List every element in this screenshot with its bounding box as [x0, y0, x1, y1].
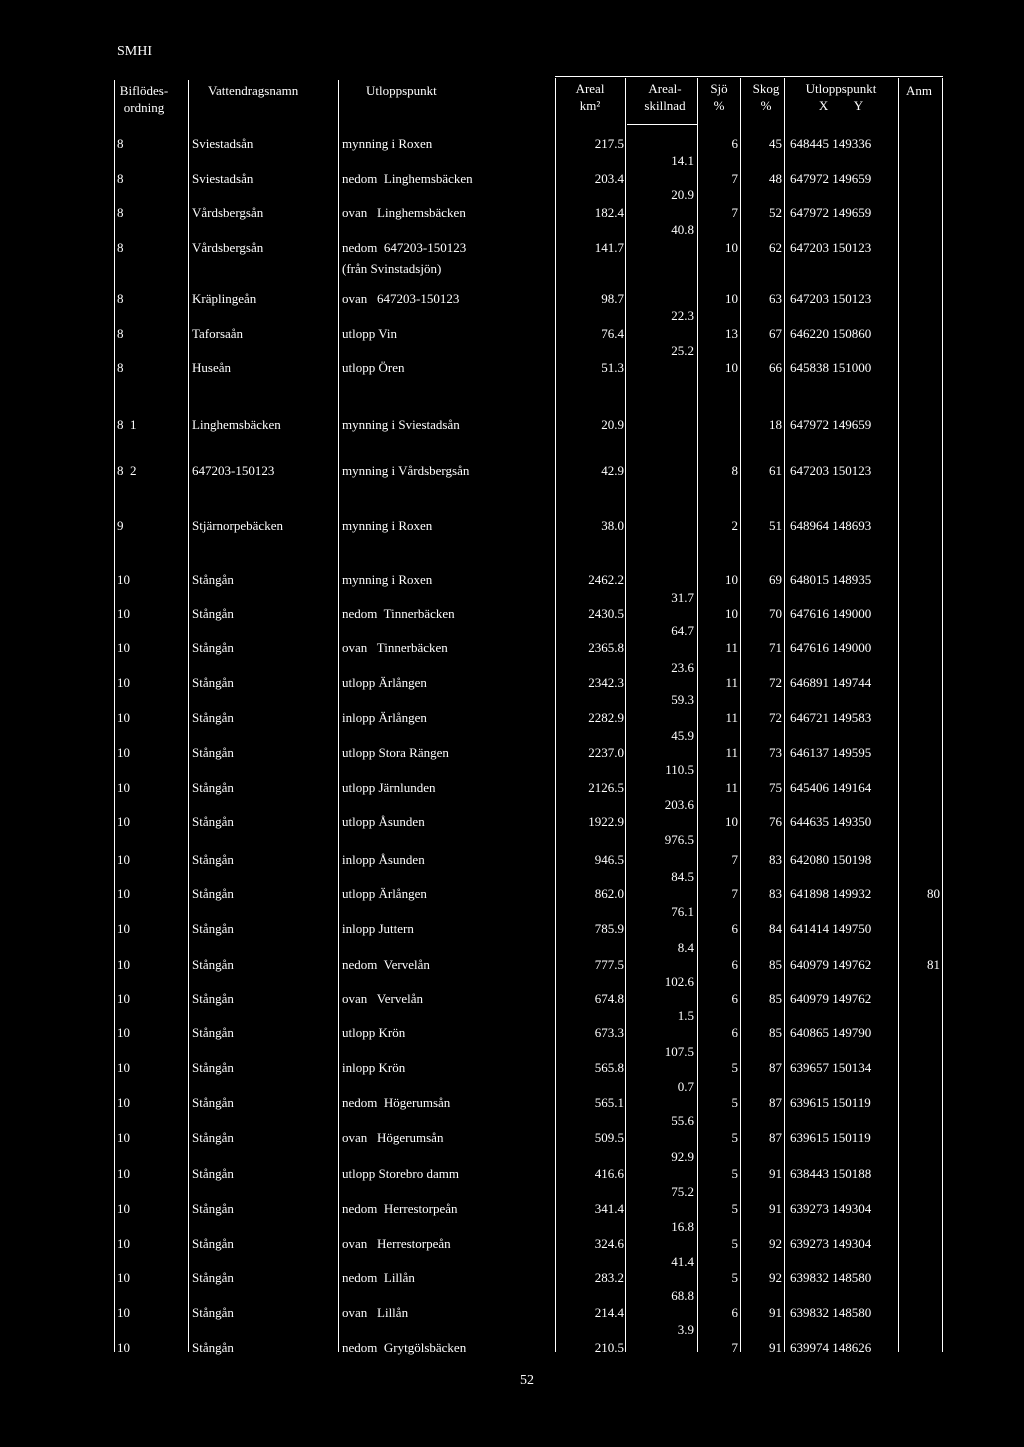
- cell-coordinates: 646891 149744: [790, 675, 872, 690]
- cell-outlet: ovan Högerumsån: [342, 1130, 444, 1145]
- cell-forest-pct: 63: [769, 291, 782, 306]
- cell-outlet: ovan 647203-150123: [342, 291, 460, 306]
- cell-coordinates: 647203 150123: [790, 291, 872, 306]
- cell-coordinates: 645838 151000: [790, 360, 872, 375]
- cell-lake-pct: 7: [731, 205, 738, 220]
- cell-area: 946.5: [594, 852, 624, 867]
- cell-coordinates: 647616 149000: [790, 640, 872, 655]
- cell-forest-pct: 48: [769, 171, 782, 186]
- cell-coordinates: 639615 150119: [790, 1130, 871, 1145]
- cell-forest-pct: 71: [769, 640, 782, 655]
- grid-line: [740, 78, 741, 1352]
- col-header-outlet: Utloppspunkt: [366, 83, 437, 98]
- cell-order: 10: [117, 572, 130, 587]
- cell-area: 98.7: [601, 291, 624, 306]
- cell-coordinates: 639832 148580: [790, 1305, 872, 1320]
- cell-area: 785.9: [594, 921, 624, 936]
- cell-lake-pct: 11: [725, 745, 738, 760]
- header-top-rule: [555, 76, 943, 77]
- cell-river-name: Huseån: [192, 360, 231, 375]
- cell-order: 10: [117, 991, 130, 1006]
- cell-area-diff: 41.4: [671, 1254, 694, 1269]
- cell-area-diff: 59.3: [671, 692, 694, 707]
- cell-area: 182.4: [594, 205, 624, 220]
- cell-forest-pct: 70: [769, 606, 782, 621]
- cell-coordinates: 639832 148580: [790, 1270, 872, 1285]
- cell-coordinates: 647972 149659: [790, 417, 872, 432]
- cell-forest-pct: 69: [769, 572, 782, 587]
- cell-river-name: Stångån: [192, 1166, 234, 1181]
- cell-river-name: Taforsaån: [192, 326, 244, 341]
- cell-order: 10: [117, 957, 130, 972]
- cell-area: 2462.2: [588, 572, 624, 587]
- header-label: SMHI: [117, 44, 153, 59]
- cell-outlet: nedom Herrestorpeån: [342, 1201, 458, 1216]
- cell-forest-pct: 72: [769, 675, 782, 690]
- cell-area-diff: 203.6: [664, 797, 694, 812]
- cell-lake-pct: 5: [731, 1060, 738, 1075]
- cell-area: 416.6: [594, 1166, 624, 1181]
- cell-coordinates: 639273 149304: [790, 1201, 872, 1216]
- cell-lake-pct: 10: [725, 240, 738, 255]
- cell-area-diff: 55.6: [671, 1113, 694, 1128]
- cell-area-diff: 92.9: [671, 1149, 694, 1164]
- grid-line: [697, 78, 698, 1352]
- cell-outlet: utlopp Ärlången: [342, 675, 427, 690]
- cell-order: 8 1: [117, 417, 137, 432]
- cell-river-name: Stångån: [192, 745, 234, 760]
- cell-forest-pct: 75: [769, 780, 782, 795]
- grid-line: [338, 80, 339, 1352]
- cell-forest-pct: 76: [769, 814, 782, 829]
- cell-forest-pct: 87: [769, 1130, 782, 1145]
- cell-area-diff: 25.2: [671, 343, 694, 358]
- cell-forest-pct: 66: [769, 360, 782, 375]
- cell-river-name: Stångån: [192, 606, 234, 621]
- cell-forest-pct: 73: [769, 745, 782, 760]
- cell-coordinates: 639615 150119: [790, 1095, 871, 1110]
- cell-order: 10: [117, 1201, 130, 1216]
- cell-forest-pct: 87: [769, 1060, 782, 1075]
- cell-outlet: utlopp Storebro damm: [342, 1166, 459, 1181]
- cell-river-name: Stångån: [192, 640, 234, 655]
- col-header-name: Vattendragsnamn: [208, 83, 299, 98]
- cell-river-name: Stångån: [192, 1025, 234, 1040]
- cell-order: 10: [117, 1025, 130, 1040]
- cell-outlet: ovan Herrestorpeån: [342, 1236, 451, 1251]
- cell-area: 2430.5: [588, 606, 624, 621]
- cell-area-diff: 22.3: [671, 308, 694, 323]
- cell-coordinates: 641898 149932: [790, 886, 872, 901]
- cell-area: 203.4: [594, 171, 624, 186]
- cell-outlet: utlopp Ören: [342, 360, 405, 375]
- cell-order: 10: [117, 780, 130, 795]
- cell-order: 8: [117, 205, 124, 220]
- cell-order: 8: [117, 240, 124, 255]
- cell-lake-pct: 11: [725, 675, 738, 690]
- cell-lake-pct: 11: [725, 710, 738, 725]
- cell-outlet: nedom 647203-150123: [342, 240, 467, 255]
- cell-outlet: nedom Tinnerbäcken: [342, 606, 455, 621]
- cell-order: 10: [117, 606, 130, 621]
- cell-order: 10: [117, 745, 130, 760]
- cell-order: 10: [117, 1236, 130, 1251]
- cell-lake-pct: 2: [731, 518, 738, 533]
- cell-area-diff: 23.6: [671, 660, 694, 675]
- cell-area-diff: 76.1: [671, 904, 694, 919]
- cell-coordinates: 639273 149304: [790, 1236, 872, 1251]
- cell-river-name: Stångån: [192, 1236, 234, 1251]
- cell-outlet: inlopp Krön: [342, 1060, 406, 1075]
- cell-area: 2342.3: [588, 675, 624, 690]
- cell-coordinates: 639974 148626: [790, 1340, 872, 1355]
- cell-coordinates: 648015 148935: [790, 572, 872, 587]
- cell-area-diff: 110.5: [665, 762, 694, 777]
- cell-outlet: ovan Vervelån: [342, 991, 423, 1006]
- cell-order: 10: [117, 1166, 130, 1181]
- cell-order: 8 2: [117, 463, 137, 478]
- cell-area: 324.6: [594, 1236, 624, 1251]
- cell-forest-pct: 72: [769, 710, 782, 725]
- cell-lake-pct: 6: [731, 1305, 738, 1320]
- cell-lake-pct: 5: [731, 1166, 738, 1181]
- cell-area-diff: 976.5: [664, 832, 694, 847]
- cell-area: 42.9: [601, 463, 624, 478]
- cell-lake-pct: 5: [731, 1270, 738, 1285]
- cell-river-name: Vårdsbergsån: [192, 240, 264, 255]
- cell-area: 38.0: [601, 518, 624, 533]
- cell-order: 10: [117, 921, 130, 936]
- cell-area-diff: 64.7: [671, 623, 694, 638]
- cell-coordinates: 645406 149164: [790, 780, 872, 795]
- cell-order: 9: [117, 518, 124, 533]
- cell-outlet: utlopp Vin: [342, 326, 397, 341]
- col-header-area-diff: Areal- skillnad: [644, 81, 686, 113]
- cell-area-diff: 75.2: [671, 1184, 694, 1199]
- col-header-lake: Sjö %: [710, 81, 728, 113]
- cell-lake-pct: 10: [725, 572, 738, 587]
- cell-lake-pct: 7: [731, 852, 738, 867]
- cell-area: 862.0: [594, 886, 624, 901]
- cell-forest-pct: 85: [769, 1025, 782, 1040]
- cell-lake-pct: 13: [725, 326, 738, 341]
- cell-lake-pct: 6: [731, 991, 738, 1006]
- cell-river-name: Stångån: [192, 991, 234, 1006]
- cell-river-name: 647203-150123: [192, 463, 275, 478]
- cell-area: 509.5: [594, 1130, 624, 1145]
- cell-coordinates: 638443 150188: [790, 1166, 872, 1181]
- cell-coordinates: 647616 149000: [790, 606, 872, 621]
- cell-area: 217.5: [594, 136, 624, 151]
- grid-line: [784, 78, 785, 1352]
- cell-outlet: ovan Tinnerbäcken: [342, 640, 448, 655]
- cell-area-diff: 8.4: [677, 940, 694, 955]
- cell-outlet: utlopp Åsunden: [342, 814, 425, 829]
- cell-lake-pct: 5: [731, 1130, 738, 1145]
- cell-remark: 80: [927, 886, 940, 901]
- cell-river-name: Stångån: [192, 814, 234, 829]
- cell-order: 8: [117, 360, 124, 375]
- cell-lake-pct: 10: [725, 291, 738, 306]
- cell-area-diff: 102.6: [664, 974, 694, 989]
- cell-area-diff: 1.5: [677, 1008, 694, 1023]
- header-underline: [627, 124, 697, 125]
- cell-lake-pct: 6: [731, 921, 738, 936]
- cell-area-diff: 68.8: [671, 1288, 694, 1303]
- cell-area: 141.7: [594, 240, 624, 255]
- cell-order: 10: [117, 640, 130, 655]
- cell-area: 214.4: [594, 1305, 624, 1320]
- cell-outlet: inlopp Ärlången: [342, 710, 427, 725]
- cell-forest-pct: 91: [769, 1201, 782, 1216]
- cell-outlet: utlopp Ärlången: [342, 886, 427, 901]
- cell-coordinates: 648964 148693: [790, 518, 872, 533]
- cell-forest-pct: 84: [769, 921, 782, 936]
- cell-area-diff: 3.9: [677, 1322, 694, 1337]
- cell-order: 8: [117, 326, 124, 341]
- cell-area-diff: 14.1: [671, 153, 694, 168]
- cell-forest-pct: 18: [769, 417, 782, 432]
- cell-river-name: Sviestadsån: [192, 171, 254, 186]
- cell-coordinates: 644635 149350: [790, 814, 872, 829]
- cell-order: 10: [117, 1130, 130, 1145]
- cell-area: 20.9: [601, 417, 624, 432]
- cell-area: 673.3: [594, 1025, 624, 1040]
- cell-area: 565.1: [594, 1095, 624, 1110]
- cell-lake-pct: 7: [731, 886, 738, 901]
- cell-river-name: Stångån: [192, 1340, 234, 1355]
- cell-area: 283.2: [594, 1270, 624, 1285]
- cell-area-diff: 16.8: [671, 1219, 694, 1234]
- cell-lake-pct: 11: [725, 780, 738, 795]
- cell-area: 2365.8: [588, 640, 624, 655]
- cell-area: 210.5: [594, 1340, 624, 1355]
- cell-forest-pct: 83: [769, 886, 782, 901]
- cell-area-diff: 0.7: [677, 1079, 694, 1094]
- cell-river-name: Stångån: [192, 1270, 234, 1285]
- cell-area-diff: 40.8: [671, 222, 694, 237]
- cell-coordinates: 646721 149583: [790, 710, 872, 725]
- cell-coordinates: 639657 150134: [790, 1060, 872, 1075]
- cell-order: 8: [117, 291, 124, 306]
- col-header-forest: Skog %: [752, 81, 780, 113]
- cell-order: 10: [117, 710, 130, 725]
- cell-order: 10: [117, 1340, 130, 1355]
- cell-river-name: Stångån: [192, 1305, 234, 1320]
- col-header-remark: Anm: [906, 83, 932, 98]
- cell-lake-pct: 11: [725, 640, 738, 655]
- col-header-order: Biflödes- ordning: [119, 83, 169, 115]
- cell-outlet: nedom Högerumsån: [342, 1095, 451, 1110]
- cell-order: 8: [117, 171, 124, 186]
- cell-forest-pct: 92: [769, 1270, 782, 1285]
- cell-forest-pct: 91: [769, 1305, 782, 1320]
- grid-line: [114, 80, 115, 1352]
- cell-outlet: mynning i Sviestadsån: [342, 417, 460, 432]
- cell-coordinates: 646137 149595: [790, 745, 872, 760]
- cell-outlet: ovan Lillån: [342, 1305, 409, 1320]
- cell-coordinates: 641414 149750: [790, 921, 872, 936]
- cell-outlet: inlopp Juttern: [342, 921, 414, 936]
- cell-coordinates: 647972 149659: [790, 205, 872, 220]
- cell-river-name: Sviestadsån: [192, 136, 254, 151]
- cell-outlet-note: (från Svinstadsjön): [342, 261, 442, 276]
- cell-outlet: nedom Lillån: [342, 1270, 415, 1285]
- cell-outlet: mynning i Roxen: [342, 518, 433, 533]
- cell-outlet: mynning i Roxen: [342, 572, 433, 587]
- cell-area: 1922.9: [588, 814, 624, 829]
- cell-river-name: Stångån: [192, 886, 234, 901]
- cell-order: 10: [117, 814, 130, 829]
- cell-river-name: Stångån: [192, 1095, 234, 1110]
- cell-lake-pct: 5: [731, 1236, 738, 1251]
- cell-outlet: utlopp Krön: [342, 1025, 406, 1040]
- cell-area-diff: 107.5: [664, 1044, 694, 1059]
- cell-forest-pct: 67: [769, 326, 782, 341]
- cell-river-name: Vårdsbergsån: [192, 205, 264, 220]
- cell-river-name: Stångån: [192, 852, 234, 867]
- cell-area: 341.4: [594, 1201, 624, 1216]
- cell-area: 2237.0: [588, 745, 624, 760]
- cell-river-name: Stångån: [192, 1130, 234, 1145]
- cell-lake-pct: 10: [725, 360, 738, 375]
- cell-outlet: nedom Grytgölsbäcken: [342, 1340, 467, 1355]
- cell-area: 2126.5: [588, 780, 624, 795]
- cell-forest-pct: 85: [769, 957, 782, 972]
- cell-coordinates: 647203 150123: [790, 240, 872, 255]
- cell-outlet: nedom Linghemsbäcken: [342, 171, 473, 186]
- cell-river-name: Stångån: [192, 675, 234, 690]
- cell-river-name: Stångån: [192, 780, 234, 795]
- cell-river-name: Stångån: [192, 957, 234, 972]
- cell-coordinates: 646220 150860: [790, 326, 872, 341]
- cell-forest-pct: 62: [769, 240, 782, 255]
- cell-lake-pct: 7: [731, 1340, 738, 1355]
- cell-outlet: mynning i Vårdsbergsån: [342, 463, 470, 478]
- cell-coordinates: 640979 149762: [790, 991, 872, 1006]
- cell-forest-pct: 83: [769, 852, 782, 867]
- cell-order: 10: [117, 675, 130, 690]
- grid-line: [942, 78, 943, 1352]
- cell-area: 777.5: [594, 957, 624, 972]
- cell-outlet: utlopp Stora Rängen: [342, 745, 449, 760]
- cell-order: 10: [117, 1305, 130, 1320]
- cell-outlet: nedom Vervelån: [342, 957, 430, 972]
- cell-lake-pct: 10: [725, 606, 738, 621]
- col-header-area: Areal km²: [575, 81, 605, 113]
- page-number: 52: [520, 1373, 534, 1388]
- cell-lake-pct: 5: [731, 1095, 738, 1110]
- cell-river-name: Stångån: [192, 1201, 234, 1216]
- cell-forest-pct: 45: [769, 136, 782, 151]
- cell-order: 10: [117, 1060, 130, 1075]
- cell-river-name: Stångån: [192, 921, 234, 936]
- cell-coordinates: 640865 149790: [790, 1025, 872, 1040]
- cell-outlet: mynning i Roxen: [342, 136, 433, 151]
- cell-forest-pct: 85: [769, 991, 782, 1006]
- cell-coordinates: 647972 149659: [790, 171, 872, 186]
- cell-lake-pct: 6: [731, 957, 738, 972]
- cell-outlet: ovan Linghemsbäcken: [342, 205, 466, 220]
- cell-area: 674.8: [594, 991, 624, 1006]
- cell-forest-pct: 51: [769, 518, 782, 533]
- cell-area: 565.8: [594, 1060, 624, 1075]
- cell-coordinates: 640979 149762: [790, 957, 872, 972]
- cell-forest-pct: 87: [769, 1095, 782, 1110]
- cell-area: 76.4: [601, 326, 624, 341]
- cell-order: 10: [117, 1095, 130, 1110]
- cell-coordinates: 648445 149336: [790, 136, 872, 151]
- grid-line: [898, 78, 899, 1352]
- cell-area: 51.3: [601, 360, 624, 375]
- cell-forest-pct: 91: [769, 1166, 782, 1181]
- cell-order: 10: [117, 1270, 130, 1285]
- grid-line: [188, 80, 189, 1352]
- cell-area: 2282.9: [588, 710, 624, 725]
- cell-forest-pct: 92: [769, 1236, 782, 1251]
- cell-order: 10: [117, 852, 130, 867]
- cell-river-name: Kräplingeån: [192, 291, 257, 306]
- cell-forest-pct: 91: [769, 1340, 782, 1355]
- cell-forest-pct: 52: [769, 205, 782, 220]
- cell-order: 10: [117, 886, 130, 901]
- cell-order: 8: [117, 136, 124, 151]
- cell-coordinates: 642080 150198: [790, 852, 872, 867]
- cell-lake-pct: 7: [731, 171, 738, 186]
- cell-river-name: Linghemsbäcken: [192, 417, 281, 432]
- cell-lake-pct: 6: [731, 136, 738, 151]
- cell-area-diff: 45.9: [671, 728, 694, 743]
- cell-lake-pct: 5: [731, 1201, 738, 1216]
- cell-lake-pct: 10: [725, 814, 738, 829]
- cell-lake-pct: 8: [731, 463, 738, 478]
- cell-area-diff: 31.7: [671, 590, 694, 605]
- cell-area-diff: 84.5: [671, 869, 694, 884]
- cell-remark: 81: [927, 957, 940, 972]
- cell-forest-pct: 61: [769, 463, 782, 478]
- cell-lake-pct: 6: [731, 1025, 738, 1040]
- cell-river-name: Stångån: [192, 1060, 234, 1075]
- cell-outlet: inlopp Åsunden: [342, 852, 425, 867]
- cell-area-diff: 20.9: [671, 187, 694, 202]
- cell-coordinates: 647203 150123: [790, 463, 872, 478]
- cell-outlet: utlopp Järnlunden: [342, 780, 436, 795]
- cell-river-name: Stångån: [192, 572, 234, 587]
- cell-river-name: Stångån: [192, 710, 234, 725]
- col-header-coords: Utloppspunkt X Y: [805, 81, 877, 113]
- cell-river-name: Stjärnorpebäcken: [192, 518, 283, 533]
